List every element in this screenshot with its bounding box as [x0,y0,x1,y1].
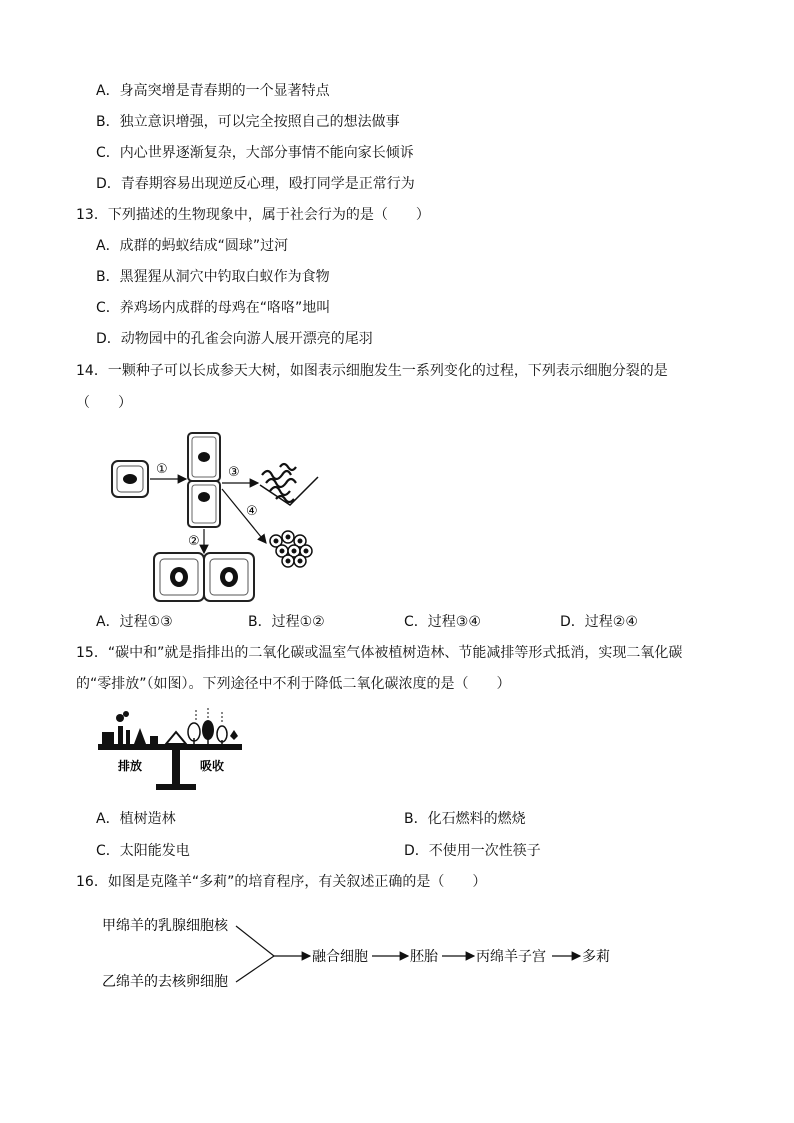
label-2: ② [188,534,200,549]
step-embryo: 胚胎 [410,949,438,965]
initial-cell [112,461,148,497]
q16-stem: 16．如图是克隆羊“多莉”的培育程序，有关叙述正确的是（ ） [76,874,487,890]
tissue-4 [270,531,312,567]
q15-option-b: B．化石燃料的燃烧 [404,811,526,827]
grown-cells [154,553,254,601]
q13-option-b: B．黑猩猩从洞穴中钓取白蚁作为食物 [96,269,330,285]
bracket-bottom [236,956,274,982]
q14-option-c: C．过程③④ [404,614,481,630]
q14-option-a: A．过程①③ [96,614,173,630]
q14-stem-line2: （ ） [76,395,132,411]
source-bottom: 乙绵羊的去核卵细胞 [102,974,228,990]
step-surrogate-uterus: 丙绵羊子宫 [476,949,546,965]
bracket-top [236,926,274,956]
cloning-flow-diagram [100,906,620,996]
source-top: 甲绵羊的乳腺细胞核 [102,918,228,934]
q15-option-a: A．植树造林 [96,811,176,827]
q15-option-c: C．太阳能发电 [96,843,190,859]
balance-pivot [166,732,186,744]
emission-icons [102,711,158,744]
q14-option-b: B．过程①② [248,614,325,630]
q13-option-d: D．动物园中的孔雀会向游人展开漂亮的尾羽 [96,331,373,347]
label-4: ④ [246,504,258,519]
q12-option-d: D．青春期容易出现逆反心理，殴打同学是正常行为 [96,176,415,192]
label-emission: 排放 [118,759,143,773]
balance-post [172,750,180,784]
q15-stem-line2: 的“零排放”（如图）。下列途径中不利于降低二氧化碳浓度的是（ ） [76,676,511,692]
q14-stem-line1: 14．一颗种子可以长成参天大树，如图表示细胞发生一系列变化的过程，下列表示细胞分裂的是 [76,363,668,379]
label-absorption: 吸收 [200,759,225,773]
q15-option-d: D．不使用一次性筷子 [404,843,541,859]
tissue-3 [260,464,318,505]
carbon-balance-diagram [96,706,256,798]
q12-option-a: A．身高突增是青春期的一个显著特点 [96,83,330,99]
label-3: ③ [228,465,240,480]
q14-option-d: D．过程②④ [560,614,638,630]
step-dolly: 多莉 [582,949,610,965]
q12-option-b: B．独立意识增强，可以完全按照自己的想法做事 [96,114,400,130]
q12-option-c: C．内心世界逐渐复杂，大部分事情不能向家长倾诉 [96,145,414,161]
arrow-4 [222,489,266,543]
q13-option-a: A．成群的蚂蚁结成“圆球”过河 [96,238,289,254]
cell-division-diagram [100,425,340,610]
q13-option-c: C．养鸡场内成群的母鸡在“咯咯”地叫 [96,300,331,316]
q13-stem: 13．下列描述的生物现象中，属于社会行为的是（ ） [76,207,430,223]
absorption-icons [188,706,238,746]
step-fused-cell: 融合细胞 [312,949,368,965]
label-1: ① [156,462,168,477]
dividing-cells [188,433,220,527]
q15-stem-line1: 15．“碳中和”就是指排出的二氧化碳或温室气体被植树造林、节能减排等形式抵消，实现二氧化碳 [76,645,683,661]
balance-base [156,784,196,790]
